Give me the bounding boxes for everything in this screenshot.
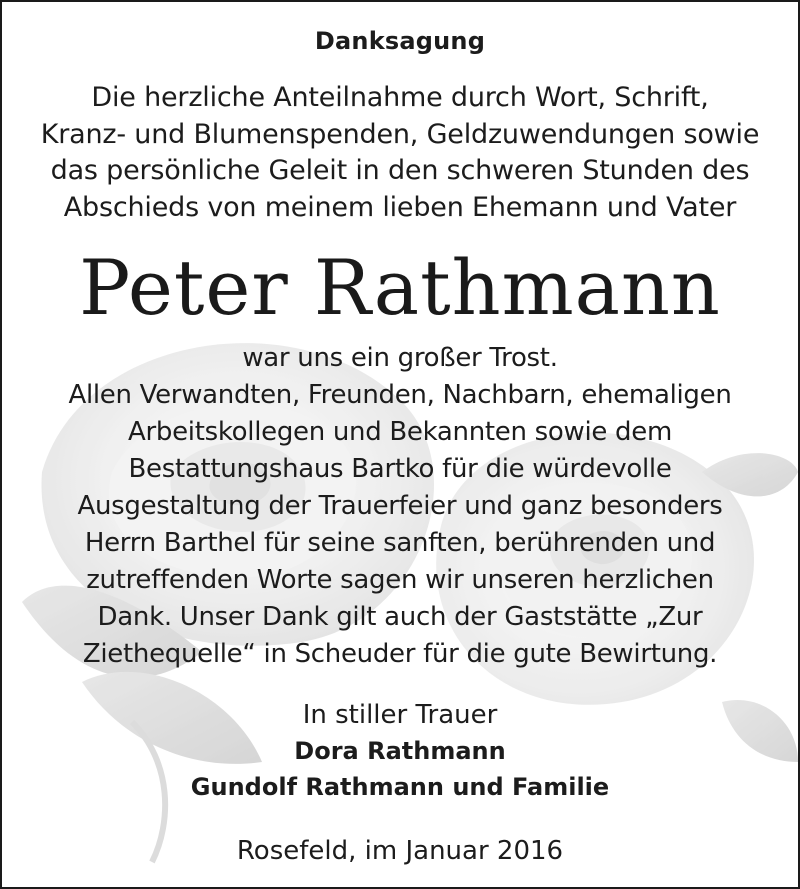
intro-line: das persönliche Geleit in den schweren Stunden des (50, 155, 750, 186)
body-paragraph (2, 340, 798, 673)
body-line: Dank. Unser Dank gilt auch der Gaststätte „Zur (97, 602, 703, 632)
body-line: Herrn Barthel für seine sanften, berührenden und (84, 528, 716, 558)
body-line: Arbeitskollegen und Bekannten sowie dem (128, 417, 672, 447)
body-line: Allen Verwandten, Freunden, Nachbarn, ehemaligen (68, 380, 732, 410)
body-line: war uns ein großer Trost. (242, 343, 558, 373)
intro-line: Kranz- und Blumenspenden, Geldzuwendungen sowie (40, 118, 760, 150)
heading-danksagung: Danksagung (314, 27, 486, 55)
signatory-name: Dora Rathmann (294, 737, 506, 765)
body-line: Bestattungshaus Bartko für die würdevolle (128, 454, 672, 484)
signatory-name: Gundolf Rathmann und Familie (190, 773, 610, 801)
body-line: Ausgestaltung der Trauerfeier und ganz besonders (77, 491, 723, 521)
closing-block (2, 697, 798, 805)
intro-paragraph (2, 80, 798, 226)
intro-line: Die herzliche Anteilnahme durch Wort, Schrift, (91, 82, 709, 113)
deceased-name: Peter Rathmann (79, 243, 721, 332)
place-and-date: Rosefeld, im Januar 2016 (236, 836, 564, 866)
body-line: zutreffenden Worte sagen wir unseren herzlichen (86, 565, 714, 595)
closing-phrase: In stiller Trauer (302, 700, 498, 730)
intro-line: Abschieds von meinem lieben Ehemann und Vater (63, 191, 737, 223)
body-line: Ziethequelle“ in Scheuder für die gute Bewirtung. (82, 639, 718, 669)
